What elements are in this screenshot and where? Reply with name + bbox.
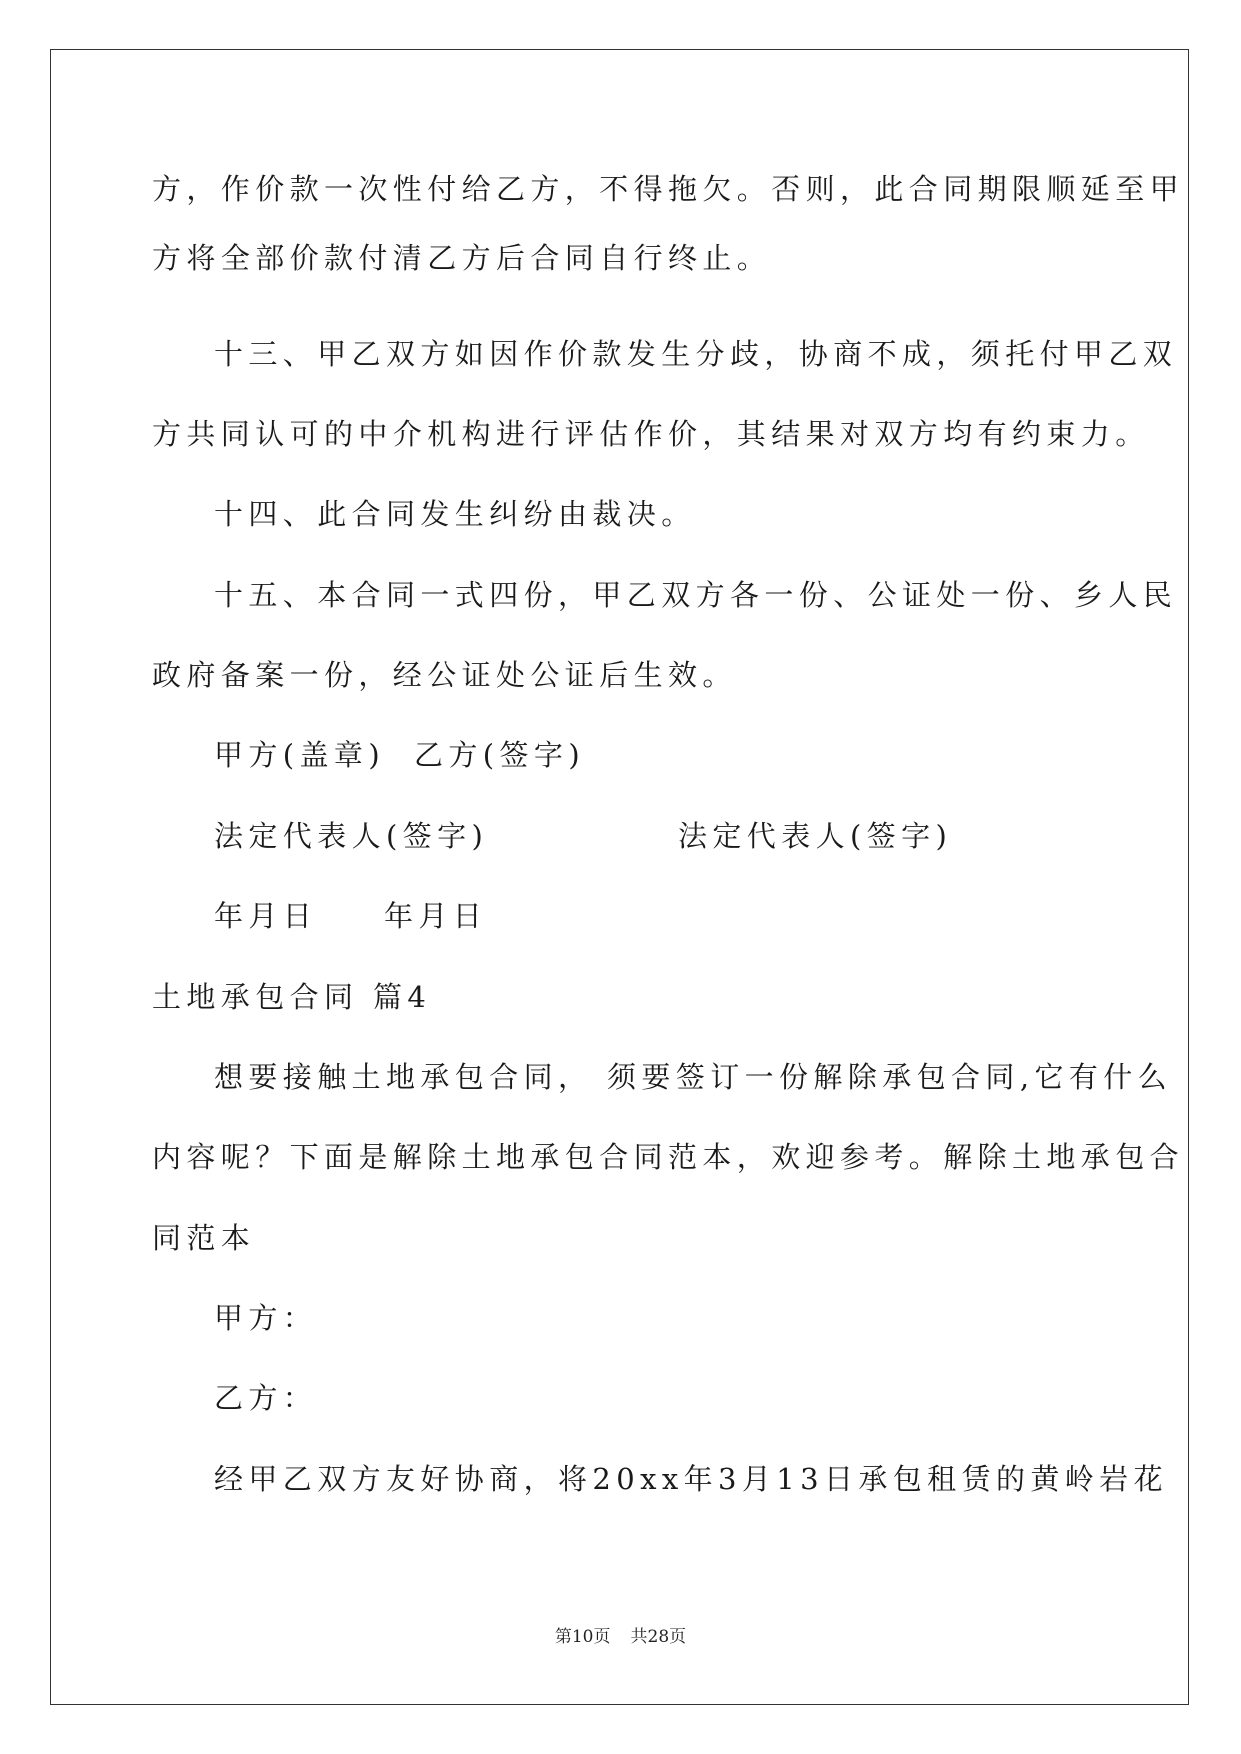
page-frame [50,49,1189,1705]
section-title: 土地承包合同 篇4 [152,980,432,1014]
page-total: 共28页 [630,1627,687,1647]
date-right: 年月日 [384,899,488,933]
page-footer [0,1625,1241,1649]
party-b-sign: 乙方(签字) [414,738,586,772]
rep-left: 法定代表人(签字) [214,819,489,853]
body-line: 政府备案一份，经公证处公证后生效。 [152,658,737,692]
party-a-label: 甲方： [214,1301,318,1335]
page-number: 第10页 [554,1627,611,1647]
body-line: 同范本 [152,1221,256,1255]
body-line: 方将全部价款付清乙方后合同自行终止。 [152,241,772,275]
body-line: 内容呢？下面是解除土地承包合同范本，欢迎参考。解除土地承包合 [152,1140,1185,1174]
body-line: 想要接触土地承包合同， 须要签订一份解除承包合同,它有什么 [214,1060,1173,1094]
party-a-seal: 甲方(盖章) [214,738,386,772]
clause-14-line: 十四、此合同发生纠纷由裁决。 [214,497,696,531]
rep-right: 法定代表人(签字) [678,819,953,853]
date-left: 年月日 [214,899,318,933]
body-line: 方共同认可的中介机构进行评估作价，其结果对双方均有约束力。 [152,417,1150,451]
body-line: 经甲乙双方友好协商，将20xx年3月13日承包租赁的黄岭岩花 [214,1462,1168,1496]
body-line: 方，作价款一次性付给乙方，不得拖欠。否则，此合同期限顺延至甲 [152,172,1185,206]
party-b-label: 乙方： [214,1381,318,1415]
clause-13-line: 十三、甲乙双方如因作价款发生分歧，协商不成，须托付甲乙双 [214,337,1178,371]
clause-15-line: 十五、本合同一式四份，甲乙双方各一份、公证处一份、乡人民 [214,578,1178,612]
